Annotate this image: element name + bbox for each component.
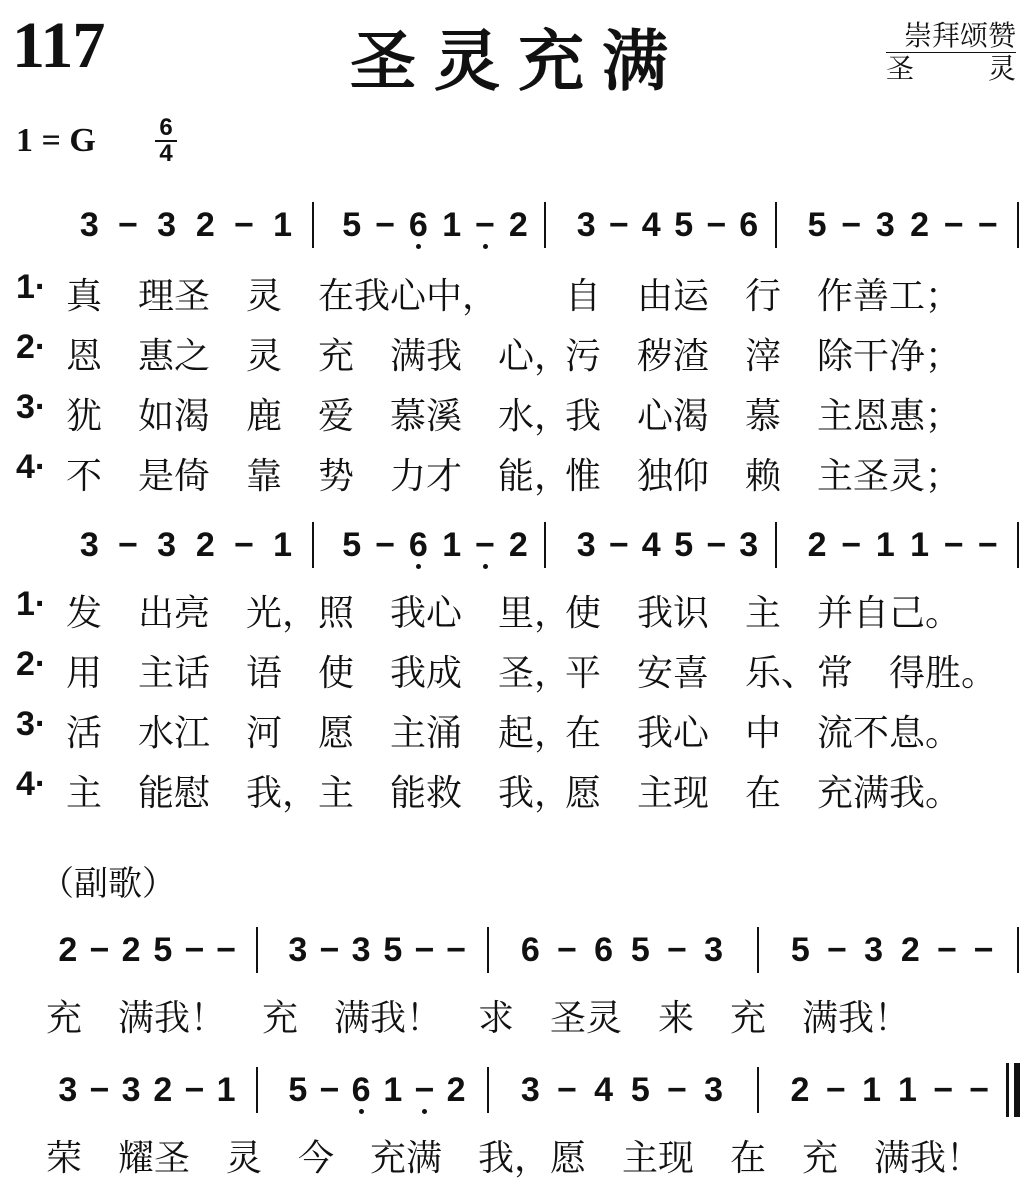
note: 3 <box>704 930 724 969</box>
dash-mark: − <box>841 525 862 564</box>
lyric-phrase: 主 能慰 我，主 能救 我， <box>66 773 571 814</box>
dash-mark: − <box>118 525 138 564</box>
note: 5 <box>342 525 362 564</box>
dash-mark: − <box>89 1070 110 1109</box>
note: 3 <box>58 1070 78 1109</box>
note: 6 <box>402 206 435 245</box>
time-signature-top: 6 <box>155 116 177 142</box>
note: 3 <box>576 525 596 564</box>
barline <box>757 1067 759 1113</box>
note: 6 <box>520 930 540 969</box>
verse-number: 2· <box>16 328 47 366</box>
final-barline-thick <box>1014 1063 1020 1117</box>
dash-mark: − <box>234 205 254 244</box>
measure <box>512 920 732 980</box>
dash-mark: − <box>706 525 727 564</box>
note: 5 <box>807 205 827 244</box>
hymn-category <box>886 20 1016 85</box>
dash-mark: − <box>319 930 340 969</box>
measure <box>70 195 302 255</box>
note: 5 <box>674 525 694 564</box>
lyric-phrase: 犹 如渴 鹿 爱 慕溪 水， <box>66 396 571 437</box>
verse-number: 3· <box>16 388 47 426</box>
note: 1 <box>897 1070 917 1109</box>
dash-mark: − <box>608 205 629 244</box>
dash-mark: − <box>216 930 237 969</box>
dash-mark: − <box>375 205 395 244</box>
dash-mark: − <box>933 1070 954 1109</box>
dash-mark: − <box>969 1070 989 1109</box>
barline <box>544 522 546 568</box>
measure <box>512 1060 732 1120</box>
verse-number: 4· <box>16 765 47 803</box>
dash-mark: − <box>977 205 998 244</box>
barline <box>487 927 489 973</box>
barline <box>1017 522 1019 568</box>
verse-2-line-1 <box>0 328 1036 378</box>
category-sub: 圣 灵 <box>886 52 1016 85</box>
note: 5 <box>288 1070 308 1109</box>
lyric-phrase: 恩 惠之 灵 充 满我 心， <box>66 336 571 377</box>
lyric-phrase: 不 是倚 靠 势 力才 能， <box>66 456 571 497</box>
note: 5 <box>153 930 173 969</box>
verse-number: 4· <box>16 448 47 486</box>
measure <box>52 1060 242 1120</box>
dash-mark: − <box>184 1070 205 1109</box>
barline <box>256 1067 258 1113</box>
note: 5 <box>630 1070 650 1109</box>
note: 1 <box>383 1070 403 1109</box>
notation-line-1 <box>0 195 1036 255</box>
dash-mark: − <box>557 930 577 969</box>
verse-3-line-2 <box>0 705 1036 755</box>
dash-mark: − <box>943 205 964 244</box>
note: 3 <box>288 930 308 969</box>
dash-mark: − <box>841 205 862 244</box>
verse-number: 3· <box>16 705 47 743</box>
measure <box>335 195 535 255</box>
note: 3 <box>157 525 177 564</box>
note: 6 <box>345 1071 377 1110</box>
lyric-phrase: 我 心渴 慕 主恩惠； <box>565 396 962 437</box>
verse-number: 1· <box>16 268 47 306</box>
note: 2 <box>807 525 827 564</box>
note: 4 <box>594 1070 614 1109</box>
measure <box>782 920 1002 980</box>
barline <box>757 927 759 973</box>
lyric-phrase: 自 由运 行 作善工； <box>565 276 962 317</box>
chorus-lyrics-line-2 <box>0 1130 1036 1180</box>
dash-mark: − <box>973 930 994 969</box>
note: 2 <box>58 930 78 969</box>
dash-mark: − <box>446 930 467 969</box>
dash-mark: − <box>414 930 435 969</box>
barline <box>775 202 777 248</box>
note: 3 <box>79 205 99 244</box>
note: 5 <box>790 930 810 969</box>
note: 1 <box>442 525 462 564</box>
dash-mark: − <box>375 525 395 564</box>
lyric-phrase: 真 理圣 灵 在我心中， <box>66 276 499 317</box>
note: 3 <box>875 205 895 244</box>
note: 3 <box>576 205 596 244</box>
note: 3 <box>864 930 884 969</box>
measure <box>335 515 535 575</box>
barline <box>544 202 546 248</box>
barline <box>312 522 314 568</box>
note: 2 <box>790 1070 810 1109</box>
note: 4 <box>641 525 661 564</box>
barline <box>775 522 777 568</box>
hymn-number: 117 <box>12 9 105 82</box>
dash-mark: − <box>827 930 847 969</box>
note: 2 <box>195 205 215 244</box>
lyric-phrase: 用 主话 语 使 我成 圣， <box>66 653 571 694</box>
dash-mark: − <box>184 930 205 969</box>
note: 3 <box>157 205 177 244</box>
measure <box>282 1060 472 1120</box>
note: 2 <box>153 1070 173 1109</box>
chorus-lyric: 充 满我！ 充 满我！ 求 圣灵 来 充 满我！ <box>46 998 911 1039</box>
chorus-label: （副歌） <box>40 864 176 904</box>
note: 2 <box>508 525 528 564</box>
note: 3 <box>79 525 99 564</box>
note: 5 <box>674 205 694 244</box>
measure <box>782 1060 997 1120</box>
measure <box>70 515 302 575</box>
chorus-notation-line-2 <box>0 1060 1036 1120</box>
lyric-phrase: 惟 独仰 赖 主圣灵； <box>565 456 962 497</box>
measure <box>570 195 765 255</box>
note: 5 <box>383 930 403 969</box>
note: 3 <box>351 930 371 969</box>
verse-4-line-1 <box>0 448 1036 498</box>
verse-3-line-1 <box>0 388 1036 438</box>
dash-mark: − <box>943 525 964 564</box>
lyric-phrase: 污 秽渣 滓 除干净； <box>565 336 962 377</box>
note: 1 <box>862 1070 882 1109</box>
dash-mark: − <box>234 525 254 564</box>
lyric-phrase: 使 我识 主 并自己。 <box>565 593 962 634</box>
note: 1 <box>442 205 462 244</box>
note: 2 <box>910 205 929 244</box>
measure <box>800 195 1005 255</box>
lyric-phrase: 愿 主现 在 充满我。 <box>565 773 962 814</box>
note: 2 <box>121 930 141 969</box>
verse-number: 2· <box>16 645 47 683</box>
lyric-phrase: 在 我心 中 流不息。 <box>565 713 962 754</box>
dash-mark: − <box>937 930 957 969</box>
dash-mark: − <box>825 1070 846 1109</box>
dash-mark: − <box>468 206 501 245</box>
note: 2 <box>508 205 528 244</box>
hymn-title: 圣灵充满 <box>350 23 686 100</box>
chorus-lyric: 荣 耀圣 灵 今 充满 我，愿 主现 在 充 满我！ <box>46 1138 983 1179</box>
note: 3 <box>520 1070 540 1109</box>
note: 1 <box>273 525 293 564</box>
dash-mark: − <box>608 525 629 564</box>
chorus-notation-line-1 <box>0 920 1036 980</box>
measure <box>52 920 242 980</box>
note: 5 <box>342 205 362 244</box>
note: 1 <box>273 205 293 244</box>
note: 2 <box>900 930 920 969</box>
measure <box>282 920 472 980</box>
dash-mark: − <box>706 205 727 244</box>
dash-mark: − <box>319 1070 340 1109</box>
time-signature <box>155 116 177 166</box>
barline <box>312 202 314 248</box>
final-barline-thin <box>1006 1063 1009 1117</box>
note: 1 <box>875 525 895 564</box>
note: 1 <box>216 1070 236 1109</box>
verse-number: 1· <box>16 585 47 623</box>
note: 3 <box>739 525 759 564</box>
note: 6 <box>739 205 759 244</box>
key-signature: 1 = G <box>16 122 96 159</box>
time-signature-bottom: 4 <box>159 140 173 167</box>
barline <box>487 1067 489 1113</box>
dash-mark: − <box>667 1070 687 1109</box>
verse-1-line-1 <box>0 268 1036 318</box>
note: 4 <box>641 205 661 244</box>
category-main: 崇拜颂赞 <box>886 20 1016 53</box>
note: 5 <box>630 930 650 969</box>
notation-line-2 <box>0 515 1036 575</box>
dash-mark: − <box>409 1071 441 1110</box>
dash-mark: − <box>667 930 687 969</box>
verse-2-line-2 <box>0 645 1036 695</box>
barline <box>256 927 258 973</box>
measure <box>570 515 765 575</box>
note: 3 <box>121 1070 141 1109</box>
dash-mark: − <box>557 1070 577 1109</box>
verse-1-line-2 <box>0 585 1036 635</box>
lyric-phrase: 活 水江 河 愿 主涌 起， <box>66 713 571 754</box>
note: 2 <box>446 1070 466 1109</box>
dash-mark: − <box>977 525 998 564</box>
dash-mark: − <box>89 930 110 969</box>
note: 6 <box>594 930 614 969</box>
note: 1 <box>910 525 929 564</box>
verse-4-line-2 <box>0 765 1036 815</box>
lyric-phrase: 发 出亮 光，照 我心 里， <box>66 593 571 634</box>
note: 2 <box>195 525 215 564</box>
measure <box>800 515 1005 575</box>
barline <box>1017 927 1019 973</box>
note: 3 <box>704 1070 724 1109</box>
dash-mark: − <box>118 205 138 244</box>
dash-mark: − <box>468 526 501 565</box>
chorus-lyrics-line-1 <box>0 990 1036 1040</box>
barline <box>1017 202 1019 248</box>
lyric-phrase: 平 安喜 乐、常 得胜。 <box>565 653 998 694</box>
note: 6 <box>402 526 435 565</box>
